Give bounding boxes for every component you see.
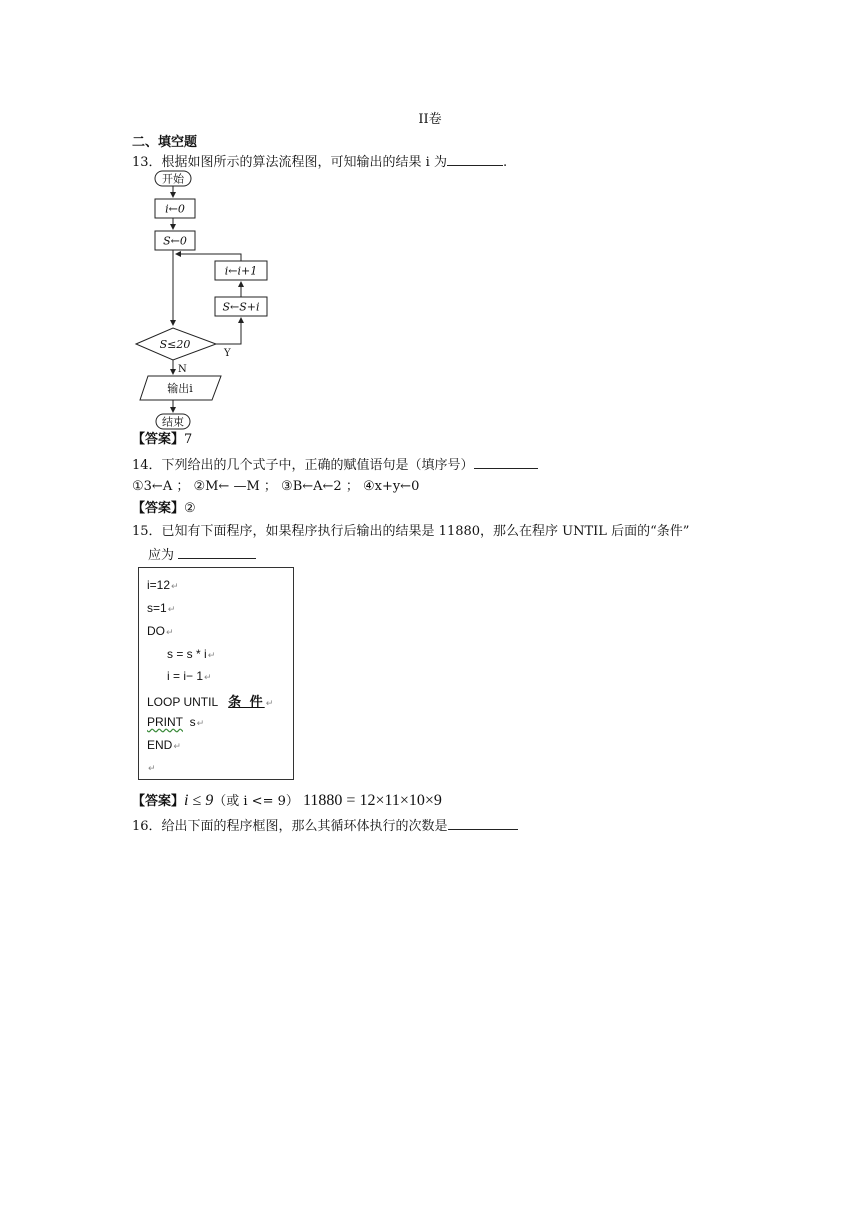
program-line: ↵ bbox=[148, 763, 156, 773]
q14-text bbox=[132, 456, 538, 474]
q15-answer bbox=[132, 792, 442, 811]
flow-end-label: 结束 bbox=[162, 415, 184, 429]
flow-output-label: 输出i bbox=[167, 382, 193, 395]
program-line: i=12↵ bbox=[147, 578, 179, 592]
q15-program-box bbox=[138, 567, 294, 780]
answer-value: 7 bbox=[184, 432, 193, 447]
program-line: i = i− 1↵ bbox=[167, 669, 212, 683]
q13-answer bbox=[132, 432, 192, 448]
q16-question: 16．给出下面的程序框图，那么其循环体执行的次数是 bbox=[132, 819, 448, 834]
answer-inequality: i ≤ 9 bbox=[184, 792, 214, 809]
q14-question: 14．下列给出的几个式子中，正确的赋值语句是（填序号） bbox=[132, 458, 474, 473]
q13-question: 13．根据如图所示的算法流程图，可知输出的结果 i 为 bbox=[132, 155, 447, 170]
answer-factorization: 11880 = 12×11×10×9 bbox=[303, 792, 442, 809]
flow-yes-label: Y bbox=[224, 348, 231, 359]
q15-text: 15．已知有下面程序，如果程序执行后输出的结果是 11880，那么在程序 UNTIL 后面的“条件” bbox=[132, 524, 690, 539]
program-line: s = s * i↵ bbox=[167, 647, 216, 661]
q15-text-line2 bbox=[148, 546, 256, 564]
q14-answer bbox=[132, 501, 196, 517]
flow-decision-label: S≤20 bbox=[159, 338, 191, 351]
flow-no-label: N bbox=[178, 364, 187, 375]
program-line: DO↵ bbox=[147, 624, 174, 638]
program-line: LOOP UNTIL 条 件↵ bbox=[147, 695, 274, 710]
flow-i-inc-label: i←i+1 bbox=[224, 264, 258, 278]
q15-text2: 应为 bbox=[148, 548, 175, 563]
q16-blank bbox=[448, 817, 518, 830]
answer-alt: （或 i <= 9） bbox=[213, 794, 299, 809]
answer-label: 【答案】 bbox=[132, 432, 185, 447]
section-heading: 二、填空题 bbox=[132, 135, 198, 150]
condition-placeholder: 条 件 bbox=[228, 695, 265, 710]
flow-start-label: 开始 bbox=[162, 172, 184, 186]
flow-s-add-label: S←S+i bbox=[222, 300, 260, 314]
q14-blank bbox=[474, 456, 538, 469]
answer-label: 【答案】 bbox=[132, 501, 185, 516]
answer-value: ② bbox=[184, 501, 196, 516]
program-line: PRINT s↵ bbox=[147, 715, 205, 729]
q13-flowchart bbox=[130, 168, 290, 433]
answer-label: 【答案】 bbox=[132, 794, 185, 809]
q13-period: . bbox=[502, 155, 508, 170]
program-line: s=1↵ bbox=[147, 601, 176, 615]
part-title: II卷 bbox=[418, 112, 442, 127]
flow-i-init-label: i←0 bbox=[165, 202, 185, 216]
program-line: END↵ bbox=[147, 738, 181, 752]
q16-text bbox=[132, 817, 518, 835]
q14-options: ①3←A ； ②M← —M ； ③B←A←2 ； ④x+y←0 bbox=[132, 479, 420, 494]
q13-blank bbox=[447, 153, 503, 166]
q15-blank bbox=[178, 546, 256, 559]
flow-s-init-label: S←0 bbox=[163, 234, 187, 248]
